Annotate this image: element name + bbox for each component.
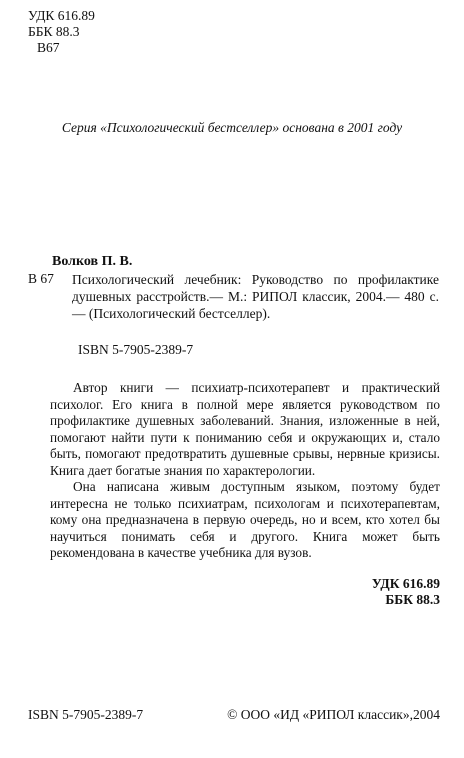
header-udk-code: УДК 616.89 (28, 8, 95, 23)
header-author-mark: В67 (37, 40, 60, 55)
header-classification-codes (28, 8, 95, 56)
footer-classification-codes (300, 576, 440, 608)
catalog-isbn: ISBN 5-7905-2389-7 (78, 342, 194, 357)
abstract-paragraph: Она написана живым доступным языком, поэтому будет интересна не только психиатрам, психологам и психотерапевтам, кому она предназначена в первую очередь, но и всем, кто хотел бы научиться понимать себя и другого. Книга может быть рекомендована в качестве учебника для вузов. (50, 479, 440, 560)
copyright-notice: © ООО «ИД «РИПОЛ классик»,2004 (227, 707, 440, 722)
catalog-code: В 67 (28, 271, 54, 286)
catalog-description: Психологический лечебник: Руководство по профилактике душевных расстройств.— М.: РИПОЛ классик, 2004.— 480 с.— (Психологический бестселлер). (72, 272, 439, 321)
series-note: Серия «Психологический бестселлер» основана в 2001 году (61, 120, 403, 135)
abstract-paragraph: Автор книги — психиатр-психотерапевт и практический психолог. Его книга в полной мере является руководством по профилактике душевных заболеваний. Знания, изложенные в ней, помогают найти пути к пониманию себя и окружающих и, стало быть, помогают предотвратить душевные срывы, нервные кризисы. Книга дает богатые знания по характерологии. (50, 380, 440, 478)
header-bbk-code: ББК 88.3 (28, 24, 80, 39)
footer-udk-code: УДК 616.89 (371, 576, 440, 591)
footer-isbn: ISBN 5-7905-2389-7 (28, 707, 144, 722)
footer-bbk-code: ББК 88.3 (385, 592, 440, 607)
catalog-author: Волков П. В. (52, 254, 133, 269)
book-abstract (50, 380, 440, 562)
